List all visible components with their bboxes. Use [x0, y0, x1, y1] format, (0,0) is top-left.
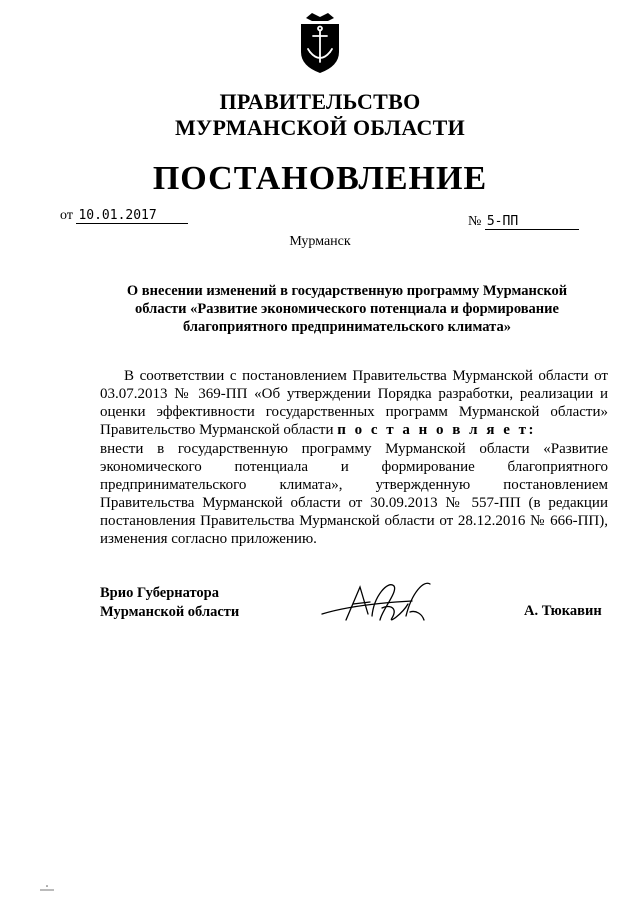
body-paragraph-1	[100, 367, 608, 439]
paragraph-text: В соответствии с постановлением Правительства Мурманской области от 03.07.2013 № 369-ПП «Об утверждении Порядка разработки, реализации и оценки эффективности государственных программ Мурманской области» Правительство Мурманской области	[100, 368, 608, 438]
city-name: Мурманск	[289, 234, 351, 249]
decree-word: п о с т а н о в л я е т:	[337, 422, 536, 438]
scan-mark-icon	[40, 884, 54, 892]
document-type-title: ПОСТАНОВЛЕНИЕ	[152, 160, 488, 197]
signatory-title	[100, 584, 239, 622]
date-prefix: от	[60, 208, 73, 223]
document-subject	[108, 282, 586, 336]
date-value: 10.01.2017	[76, 208, 188, 224]
signatory-name: А. Тюкавин	[524, 603, 602, 619]
number-row	[468, 214, 579, 230]
subject-line: области «Развитие экономического потенциала и формирование	[135, 301, 559, 317]
coat-of-arms-icon	[297, 12, 343, 74]
org-name-line1: ПРАВИТЕЛЬСТВО	[219, 89, 421, 114]
subject-line: О внесении изменений в государственную программу Мурманской	[126, 283, 568, 299]
number-value: 5-ПП	[485, 214, 579, 230]
subject-line: благоприятного предпринимательского климата»	[183, 319, 511, 335]
number-prefix: №	[468, 214, 482, 229]
signatory-title-line: Мурманской области	[100, 604, 240, 620]
date-row	[60, 208, 188, 224]
body-paragraph-2: внести в государственную программу Мурманской области «Развитие экономического потенциала и формирование благоприятного предпринимательского климата», утвержденную постановлением Правительства Мурманской области от 30.09.2013 № 557-ПП (в редакции постановления Правительства Мурманской области от 28.12.2016 № 666-ПП), изменения согласно приложению.	[100, 441, 608, 547]
org-name-line2: МУРМАНСКОЙ ОБЛАСТИ	[174, 115, 466, 140]
signatory-title-line: Врио Губернатора	[100, 585, 219, 601]
handwritten-signature	[320, 574, 438, 630]
